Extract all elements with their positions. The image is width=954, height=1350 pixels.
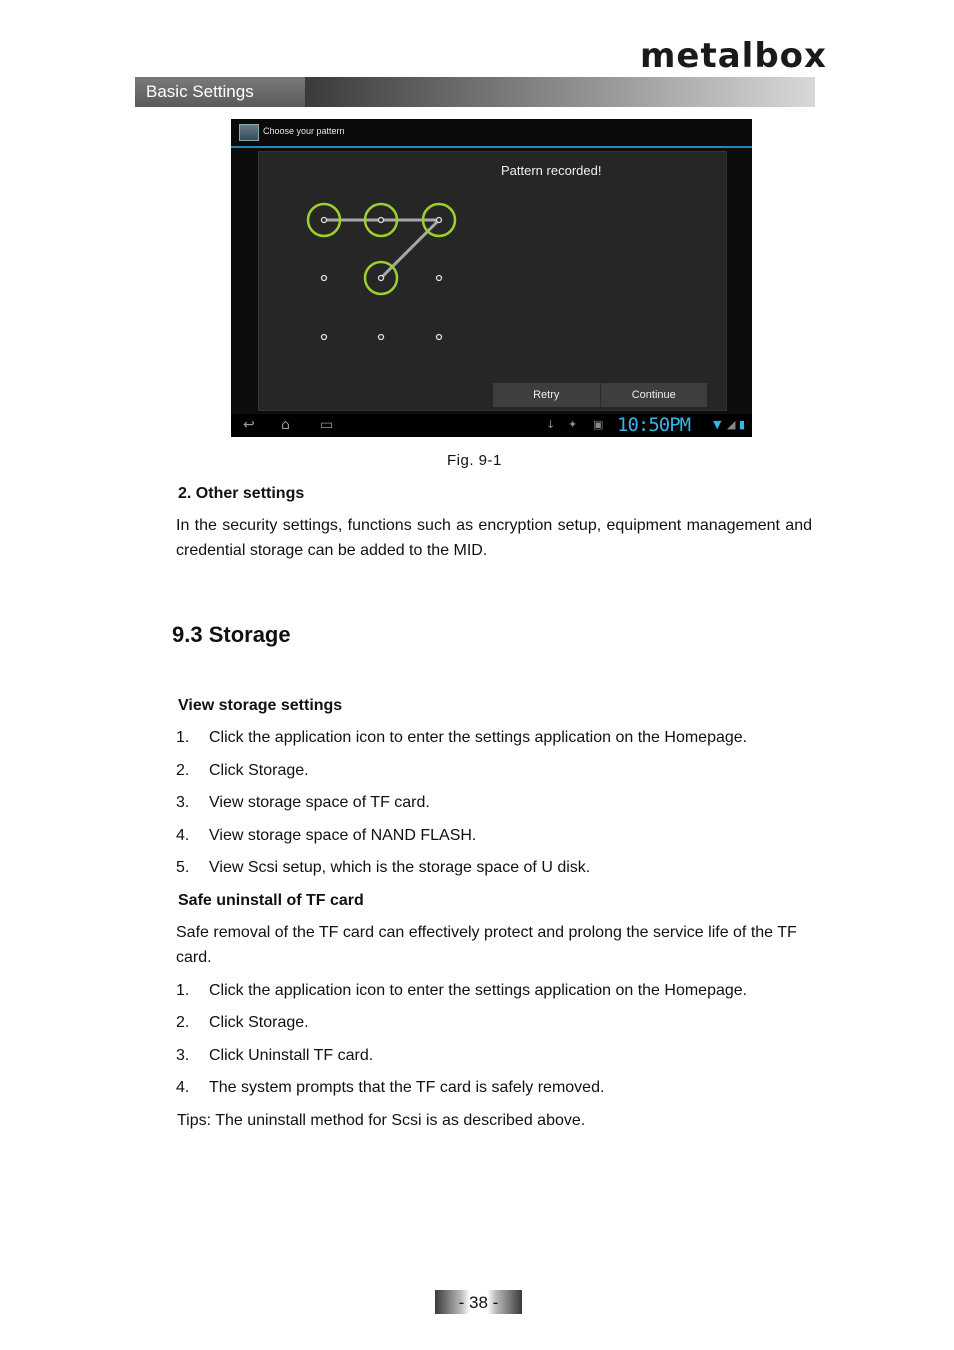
pattern-dot[interactable]: [437, 276, 442, 281]
storage-heading: 9.3 Storage: [172, 622, 291, 647]
pattern-path: [324, 220, 439, 278]
pattern-message: Pattern recorded!: [501, 163, 602, 178]
pattern-dot[interactable]: [322, 335, 327, 340]
signal-icon: ◢: [727, 418, 736, 431]
wifi-icon: ▼: [713, 418, 722, 431]
home-icon[interactable]: ⌂: [281, 417, 290, 433]
other-settings-body: In the security settings, functions such as encryption setup, equipment management and credential storage can be added to the MID.: [176, 517, 812, 559]
tips-text: Tips: The uninstall method for Scsi is as described above.: [177, 1112, 586, 1129]
section-header-bar: [135, 77, 815, 107]
android-navbar: [231, 414, 752, 437]
safe-uninstall-heading: Safe uninstall of TF card: [178, 892, 364, 909]
safe-uninstall-body: Safe removal of the TF card can effectively protect and prolong the service life of the TF card.: [176, 924, 797, 966]
pattern-buttons: [493, 383, 707, 407]
brand-logo: metalbox: [640, 36, 827, 76]
pattern-dot[interactable]: [322, 276, 327, 281]
view-storage-heading: View storage settings: [178, 697, 343, 714]
page-number: - 38 -: [458, 1293, 499, 1312]
pattern-dot[interactable]: [379, 335, 384, 340]
android-debug-icon: ✦: [568, 418, 578, 431]
page-number-badge: [435, 1290, 522, 1314]
section-label: Basic Settings: [135, 77, 305, 107]
sd-card-icon: ▣: [593, 418, 604, 431]
pattern-screenshot: [231, 119, 752, 437]
recent-apps-icon[interactable]: ▭: [320, 417, 334, 433]
usb-icon: ↓: [546, 418, 556, 431]
back-icon[interactable]: ↩: [243, 417, 255, 433]
other-settings-heading: 2. Other settings: [178, 485, 305, 502]
figure-caption: Fig. 9-1: [447, 452, 502, 469]
screenshot-title: Choose your pattern: [263, 126, 345, 136]
status-clock: 10:50PM: [617, 414, 691, 436]
battery-icon: ▮: [739, 418, 746, 431]
pattern-dot[interactable]: [437, 335, 442, 340]
continue-button[interactable]: Continue: [600, 383, 708, 407]
retry-button[interactable]: Retry: [533, 389, 560, 401]
